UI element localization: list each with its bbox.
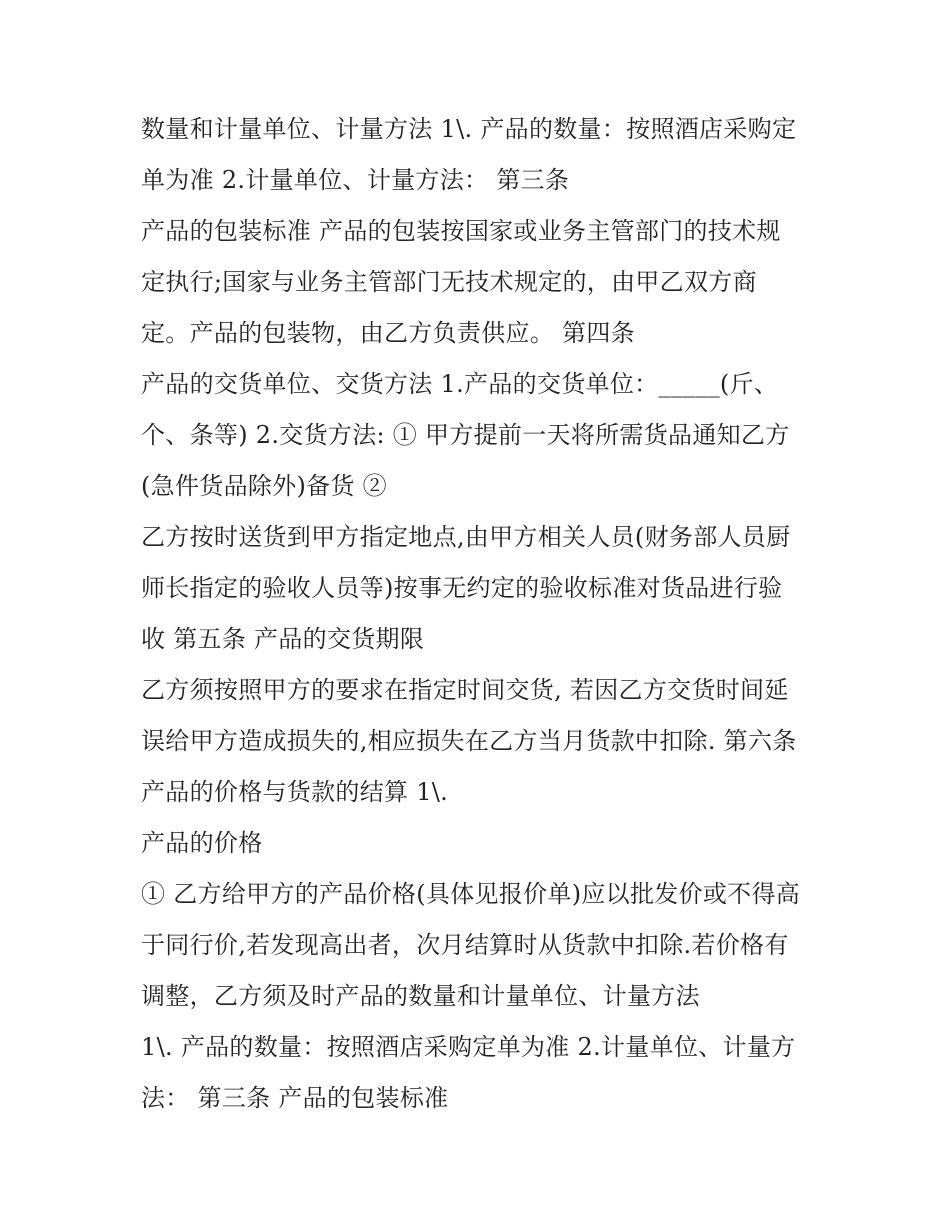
- text-line: 个、条等) 2.交货方法: ① 甲方提前一天将所需货品通知乙方: [141, 421, 790, 449]
- text-line: 乙方按时送货到甲方指定地点,由甲方相关人员(财务部人员厨: [141, 523, 791, 551]
- text-line: (急件货品除外)备货 ②: [141, 472, 387, 500]
- text-line: 产品的价格: [141, 829, 263, 857]
- text-line: 定。产品的包装物，由乙方负责供应。 第四条: [141, 319, 635, 347]
- text-line: 调整，乙方须及时产品的数量和计量单位、计量方法: [141, 982, 700, 1010]
- text-line: 产品的交货单位、交货方法 1.产品的交货单位：_____(斤、: [141, 370, 779, 398]
- text-line: 单为准 2.计量单位、计量方法： 第三条: [141, 166, 570, 194]
- text-line: 乙方须按照甲方的要求在指定时间交货, 若因乙方交货时间延: [141, 676, 789, 704]
- text-line: 收 第五条 产品的交货期限: [141, 625, 425, 653]
- text-line: 误给甲方造成损失的,相应损失在乙方当月货款中扣除. 第六条: [141, 727, 797, 755]
- text-line: 1\. 产品的数量：按照酒店采购定单为准 2.计量单位、计量方: [141, 1033, 796, 1061]
- text-line: 产品的包装标准 产品的包装按国家或业务主管部门的技术规: [141, 217, 781, 245]
- text-line: 数量和计量单位、计量方法 1\. 产品的数量：按照酒店采购定: [141, 115, 797, 143]
- text-line: 定执行;国家与业务主管部门无技术规定的，由甲乙双方商: [141, 268, 757, 296]
- text-line: 于同行价,若发现高出者，次月结算时从货款中扣除.若价格有: [141, 931, 789, 959]
- text-line: 师长指定的验收人员等)按事无约定的验收标准对货品进行验: [141, 574, 783, 602]
- text-line: ① 乙方给甲方的产品价格(具体见报价单)应以批发价或不得高: [141, 880, 801, 908]
- text-line: 产品的价格与货款的结算 1\.: [141, 778, 449, 806]
- text-line: 法： 第三条 产品的包装标准: [141, 1084, 449, 1112]
